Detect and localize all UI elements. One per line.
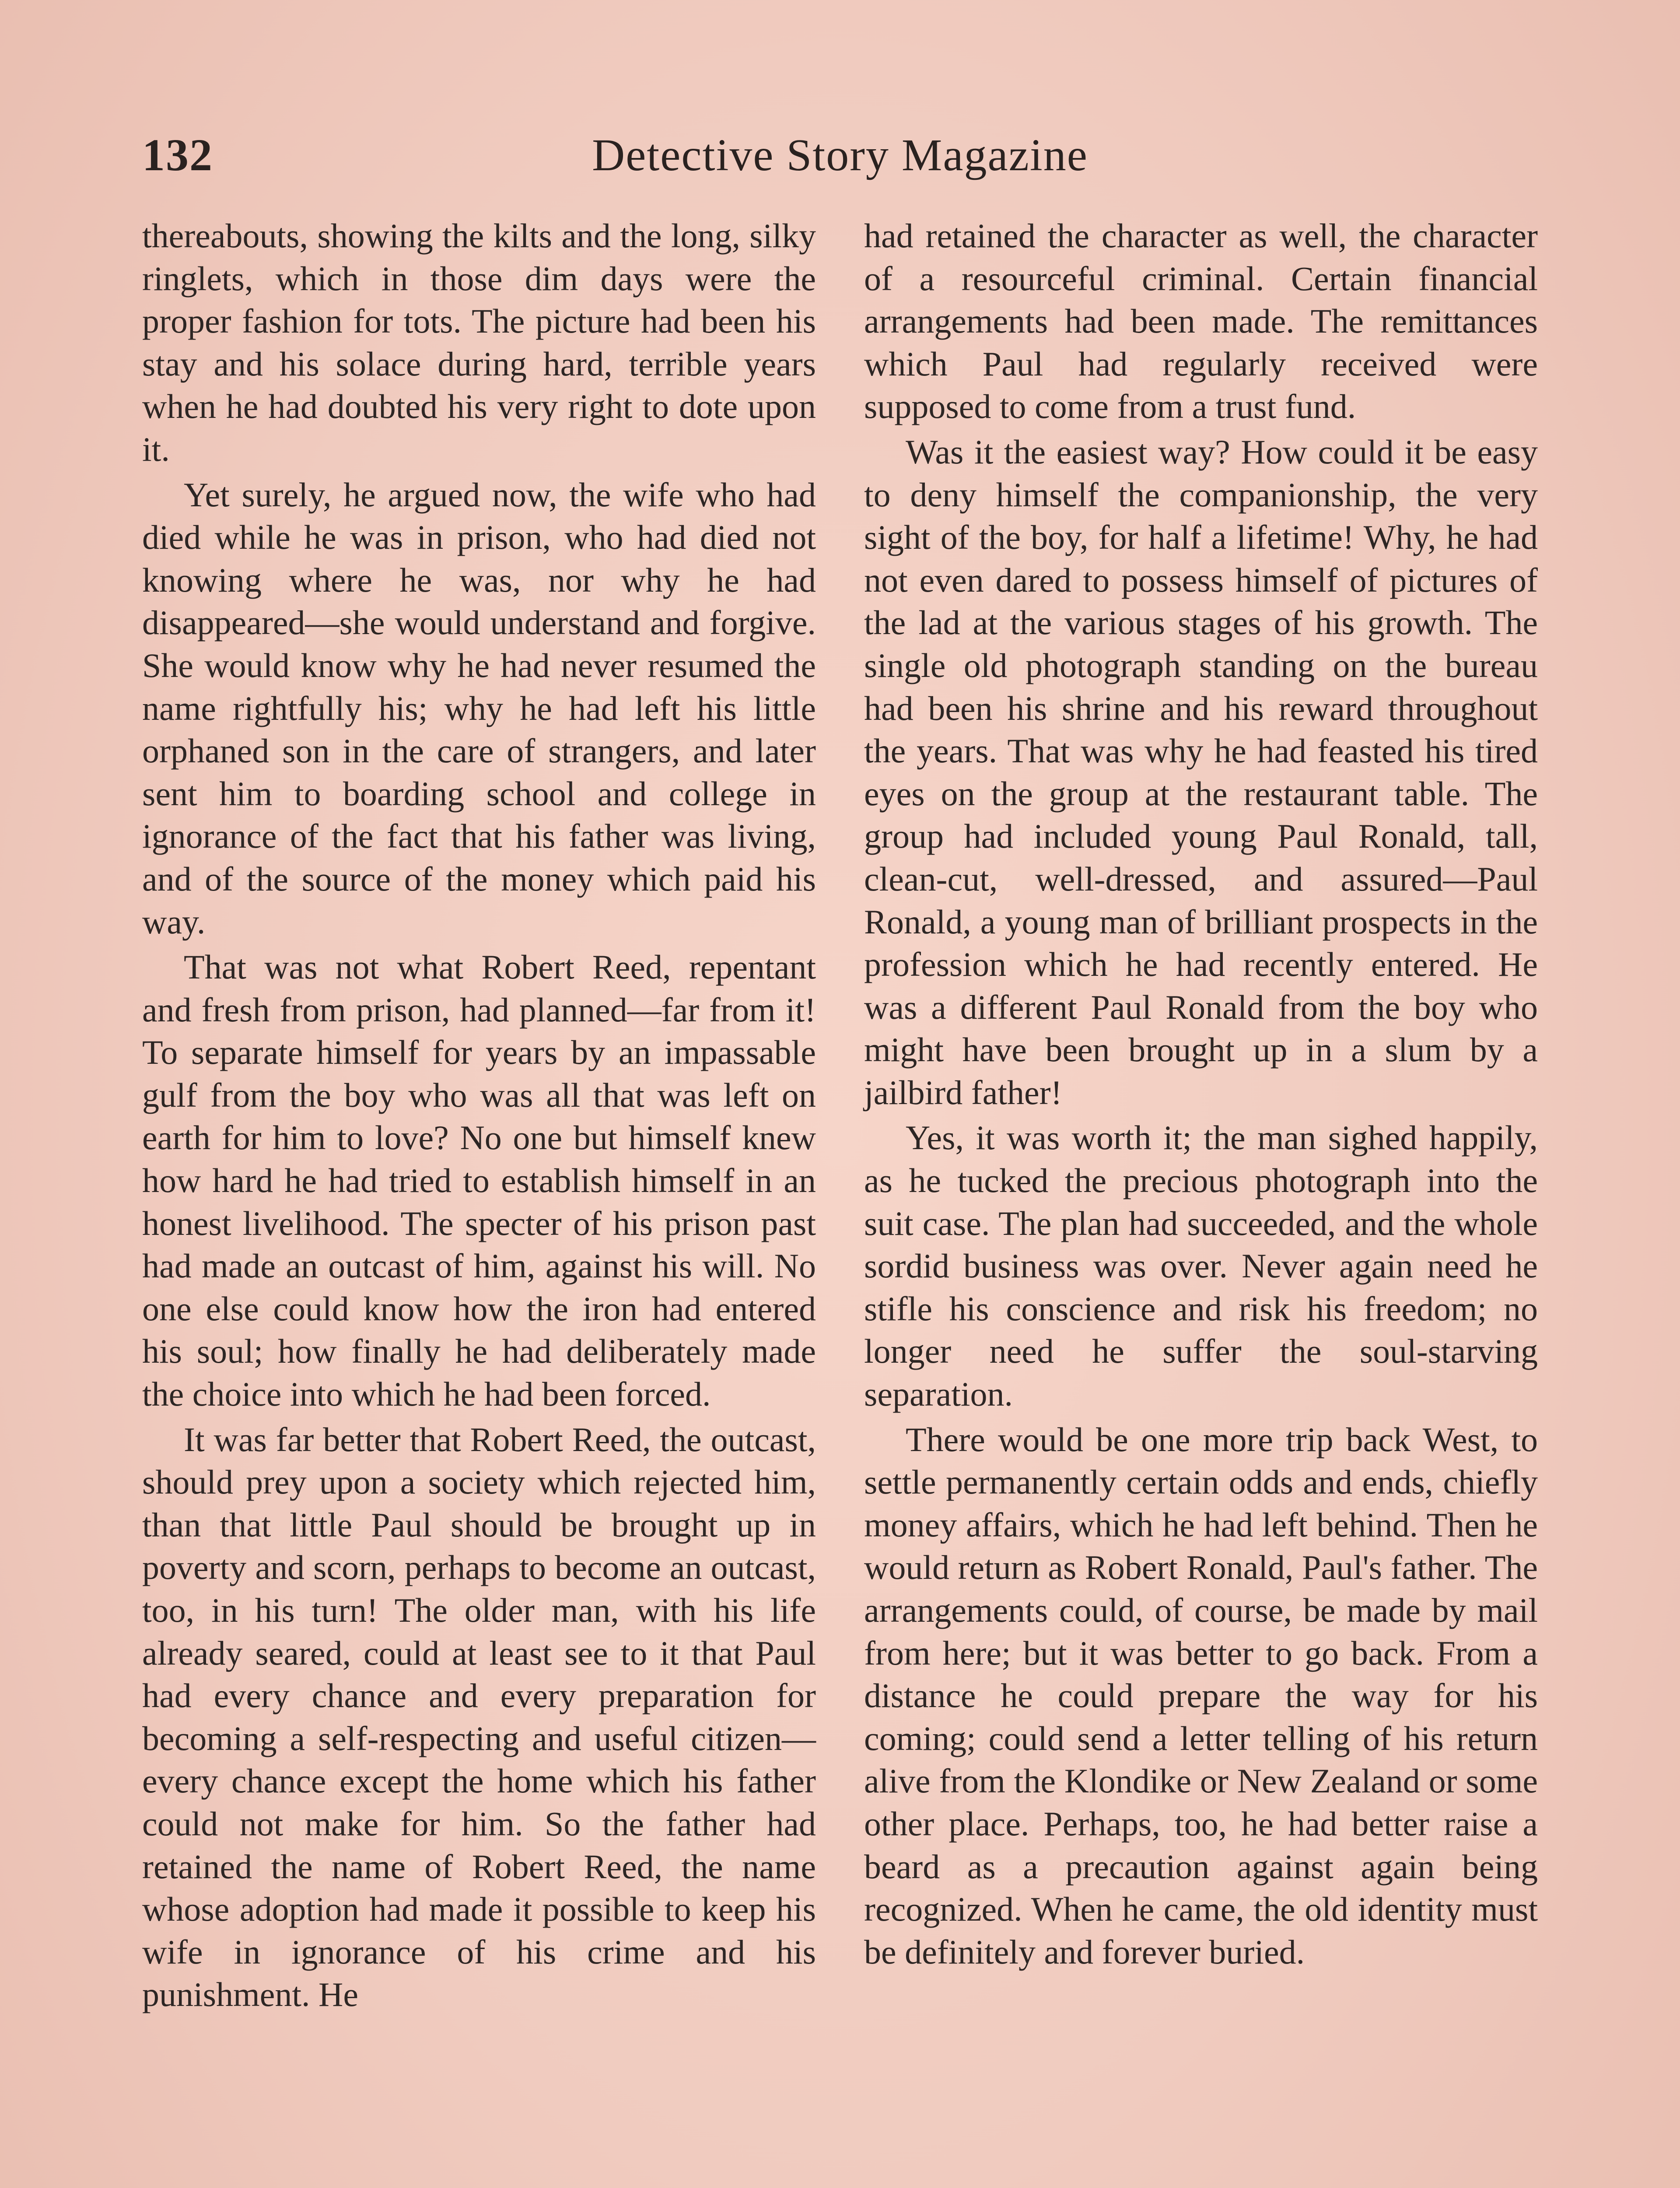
page-header (142, 125, 1538, 195)
paragraph: That was not what Robert Reed, repentant and fresh from prison, had planned—far from it! To separate himself for years by an impassable gulf from the boy who was all that was left on earth for him to love? No one but himself knew how hard he had tried to establish himself in an honest livelihood. The specter of his prison past had made an outcast of him, against his will. No one else could know how the iron had entered his soul; how finally he had deliberately made the choice into which he had been forced. (142, 948, 816, 1413)
left-column (142, 214, 816, 2016)
page-number: 132 (142, 130, 213, 180)
paragraph: It was far better that Robert Reed, the outcast, should prey upon a society which rejected him, than that little Paul should be brought up in poverty and scorn, perhaps to become an outcast, too, in his turn! The older man, with his life already seared, could at least see to it that Paul had every chance and every preparation for becoming a self-respecting and useful citizen—every chance except the home which his father could not make for him. So the father had retained the name of Robert Reed, the name whose adoption had made it possible to keep his wife in ignorance of his crime and his punishment. He (142, 1420, 816, 2014)
right-column (864, 214, 1538, 1973)
paragraph: had retained the character as well, the character of a resourceful criminal. Certain financial arrangements had been made. The remittances which Paul had regularly received were supposed to come from a trust fund. (864, 217, 1538, 426)
paragraph: Yet surely, he argued now, the wife who had died while he was in prison, who had died not knowing where he was, nor why he had disappeared—she would understand and forgive. She would know why he had never resumed the name rightfully his; why he had left his little orphaned son in the care of strangers, and later sent him to boarding school and college in ignorance of the fact that his father was living, and of the source of the money which paid his way. (142, 475, 816, 941)
paragraph: There would be one more trip back West, to settle permanently certain odds and ends, chiefly money affairs, which he had left behind. Then he would return as Robert Ronald, Paul's father. The arrangements could, of course, be made by mail from here; but it was better to go back. From a distance he could prepare the way for his coming; could send a letter telling of his return alive from the Klondike or New Zealand or some other place. Perhaps, too, he had better raise a beard as a precaution against again being recognized. When he came, the old identity must be definitely and forever buried. (864, 1420, 1538, 1971)
running-title: Detective Story Magazine (592, 130, 1088, 180)
paragraph: thereabouts, showing the kilts and the long, silky ringlets, which in those dim days were the proper fashion for tots. The picture had been his stay and his solace during hard, terrible years when he had doubted his very right to dote upon it. (142, 217, 816, 468)
paragraph: Yes, it was worth it; the man sighed happily, as he tucked the precious photograph into the suit case. The plan had succeeded, and the whole sordid business was over. Never again need he stifle his conscience and risk his freedom; no longer need he suffer the soul-starving separation. (864, 1119, 1538, 1413)
paragraph: Was it the easiest way? How could it be easy to deny himself the companionship, the very sight of the boy, for half a lifetime! Why, he had not even dared to possess himself of pictures of the lad at the various stages of his growth. The single old photograph standing on the bureau had been his shrine and his reward throughout the years. That was why he had feasted his tired eyes on the group at the restaurant table. The group had included young Paul Ronald, tall, clean-cut, well-dressed, and assured—Paul Ronald, a young man of brilliant prospects in the profession which he had recently entered. He was a different Paul Ronald from the boy who might have been brought up in a slum by a jailbird father! (864, 432, 1538, 1112)
